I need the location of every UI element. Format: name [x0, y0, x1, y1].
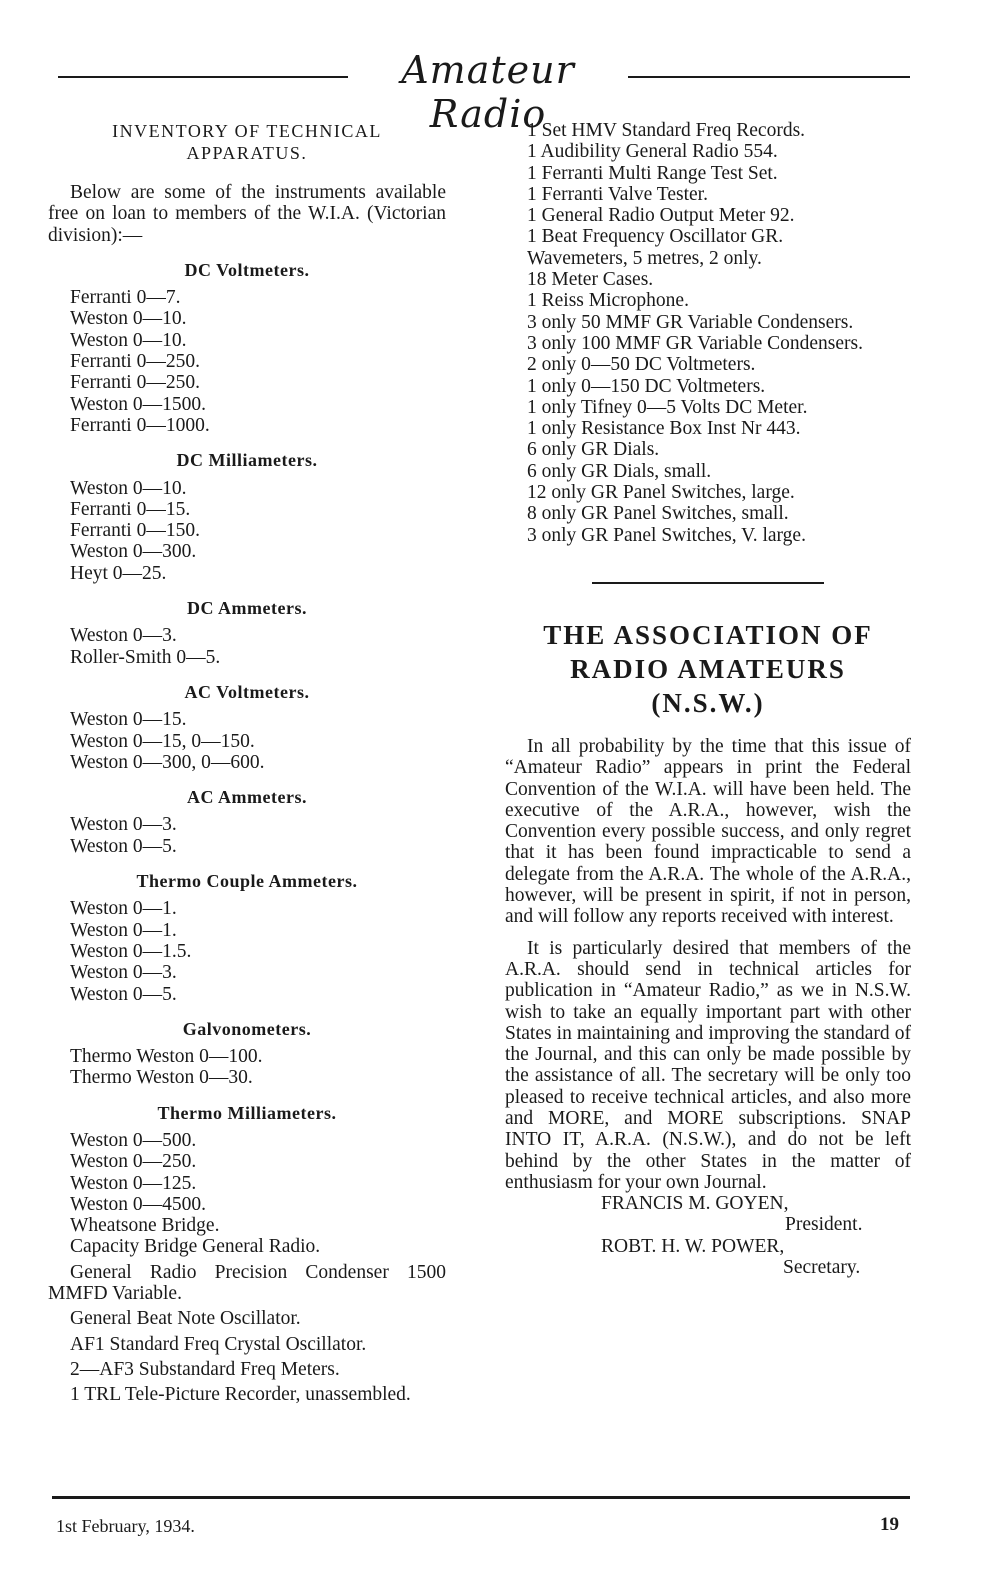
list-item: 2 only 0—50 DC Voltmeters. [527, 354, 756, 376]
section-list [48, 625, 446, 668]
association-title-line2: RADIO AMATEURS [570, 653, 846, 684]
list-item: General Beat Note Oscillator. [70, 1308, 301, 1330]
list-item: Ferranti 0—7. [70, 287, 181, 309]
list-item: Weston 0—300. [70, 541, 197, 563]
list-item: 1 Set HMV Standard Freq Records. [527, 120, 806, 141]
list-item: 2—AF3 Substandard Freq Meters. [70, 1358, 340, 1380]
page-number: 19 [880, 1514, 899, 1535]
list-item: Ferranti 0—15. [70, 498, 191, 520]
left-column [48, 120, 446, 1406]
list-item: 1 only 0—150 DC Voltmeters. [527, 375, 766, 397]
footer-rule [52, 1496, 910, 1499]
right-column [505, 120, 911, 1278]
signatory-1-role: President. [785, 1214, 863, 1236]
section-title: DC Voltmeters. [184, 259, 310, 280]
list-item: Weston 0—4500. [70, 1193, 207, 1215]
footer-date: 1st February, 1934. [56, 1516, 195, 1536]
list-item: Ferranti 0—1000. [70, 414, 210, 436]
list-item: 6 only GR Dials, small. [527, 460, 712, 482]
list-item: Weston 0—3. [70, 814, 177, 836]
list-item: Weston 0—250. [70, 1151, 197, 1173]
list-item: 1 General Radio Output Meter 92. [527, 205, 795, 227]
list-item: 1 Beat Frequency Oscillator GR. [527, 226, 784, 248]
list-item: Weston 0—1.5. [70, 940, 192, 962]
list-item: 1 TRL Tele-Picture Recorder, unassembled. [70, 1384, 411, 1406]
list-item: Weston 0—1. [70, 919, 177, 941]
section-title: AC Ammeters. [187, 787, 307, 808]
masthead-rule-left [58, 76, 348, 78]
inventory-continued-list [505, 120, 911, 546]
list-item: Capacity Bridge General Radio. [70, 1236, 321, 1258]
list-item: Weston 0—5. [70, 835, 177, 857]
list-item: 3 only 100 MMF GR Variable Condensers. [527, 332, 864, 354]
list-item: 1 only Resistance Box Inst Nr 443. [527, 418, 801, 440]
list-item: 3 only 50 MMF GR Variable Condensers. [527, 311, 854, 333]
list-item: Weston 0—3. [70, 962, 177, 984]
section-title: Thermo Milliameters. [157, 1102, 337, 1123]
list-item: Wavemeters, 5 metres, 2 only. [527, 247, 762, 269]
section-title: DC Ammeters. [187, 598, 307, 619]
list-item: 12 only GR Panel Switches, large. [527, 482, 795, 504]
list-item: Weston 0—1. [70, 898, 177, 920]
inventory-trailing [48, 1262, 446, 1406]
section-title: Thermo Couple Ammeters. [136, 871, 358, 892]
list-item: 3 only GR Panel Switches, V. large. [527, 524, 806, 546]
section-list [48, 1046, 446, 1089]
association-title-line1: THE ASSOCIATION OF [543, 619, 873, 650]
association-title-line3: (N.S.W.) [651, 687, 765, 718]
section-list [48, 1130, 446, 1258]
list-item: 1 Ferranti Multi Range Test Set. [527, 162, 778, 184]
association-title [505, 618, 911, 720]
inventory-heading: INVENTORY OF TECHNICAL APPARATUS. [112, 121, 382, 163]
section-list [48, 478, 446, 584]
list-item: AF1 Standard Freq Crystal Oscillator. [70, 1333, 367, 1355]
list-item: Weston 0—3. [70, 625, 177, 647]
section-title: Galvonometers. [182, 1018, 312, 1039]
list-item: Weston 0—10. [70, 329, 187, 351]
list-item: 1 Audibility General Radio 554. [527, 141, 778, 163]
section-divider [592, 582, 824, 584]
list-item: Thermo Weston 0—100. [70, 1046, 263, 1068]
association-paragraph-2: It is particularly desired that members of the A.R.A. should send in technical articles for publication in “Amateur Radio,” as we in N.S.W. wish to take an equally important part with other States in maintaining and improving the standard of the Journal, and this can only be made possible by the assistance of all. The secretary will be only too pleased to receive technical articles, and also more and MORE, and MORE subscriptions. SNAP INTO IT, A.R.A. (N.S.W.), and do not be left behind by the other States in the matter of enthusiasm for your own Journal. [505, 937, 911, 1193]
list-item: Thermo Weston 0—30. [70, 1067, 253, 1089]
list-item: 8 only GR Panel Switches, small. [527, 503, 789, 525]
list-item: 1 only Tifney 0—5 Volts DC Meter. [527, 396, 808, 418]
list-item: Ferranti 0—150. [70, 520, 200, 542]
list-item: Weston 0—5. [70, 983, 177, 1005]
list-item: Weston 0—300, 0—600. [70, 751, 265, 773]
masthead-rule-right [628, 76, 910, 78]
signatory-1-name: FRANCIS M. GOYEN, [601, 1193, 789, 1215]
list-item: General Radio Precision Condenser 1500 MMFD Variable. [48, 1261, 446, 1305]
section-title: DC Milliameters. [176, 450, 318, 471]
inventory-sections [48, 260, 446, 1258]
section-title: AC Voltmeters. [184, 681, 310, 702]
list-item: 1 Reiss Microphone. [527, 290, 689, 312]
list-item: Weston 0—15. [70, 709, 187, 731]
list-item: 1 Ferranti Valve Tester. [527, 183, 708, 205]
list-item: Ferranti 0—250. [70, 372, 200, 394]
masthead-title: Amateur Radio [401, 48, 575, 136]
section-list [48, 814, 446, 857]
section-list [48, 709, 446, 773]
signatures [505, 1193, 911, 1278]
list-item: Weston 0—15, 0—150. [70, 730, 255, 752]
list-item: Weston 0—10. [70, 308, 187, 330]
list-item: Weston 0—500. [70, 1129, 197, 1151]
list-item: 6 only GR Dials. [527, 439, 660, 461]
section-list [48, 898, 446, 1004]
section-list [48, 287, 446, 436]
list-item: Roller-Smith 0—5. [70, 646, 221, 668]
list-item: Weston 0—10. [70, 477, 187, 499]
list-item: Weston 0—1500. [70, 393, 207, 415]
list-item: Wheatsone Bridge. [70, 1215, 220, 1237]
inventory-intro: Below are some of the instruments available free on loan to members of the W.I.A. (Victorian division):— [48, 182, 446, 246]
list-item: 18 Meter Cases. [527, 269, 654, 291]
list-item: Weston 0—125. [70, 1172, 197, 1194]
list-item: Heyt 0—25. [70, 562, 167, 584]
signatory-2-name: ROBT. H. W. POWER, [601, 1235, 785, 1257]
association-paragraph-1: In all probability by the time that this issue of “Amateur Radio” appears in print the Federal Convention of the W.I.A. will have been held. The executive of the A.R.A., however, wish the Convention every possible success, and only regret that it has been found impracticable to send a delegate from the A.R.A. The whole of the A.R.A., however, will be present in spirit, if not in person, and will follow any reports received with interest. [505, 735, 911, 928]
signatory-2-role: Secretary. [783, 1257, 861, 1279]
list-item: Ferranti 0—250. [70, 351, 200, 373]
